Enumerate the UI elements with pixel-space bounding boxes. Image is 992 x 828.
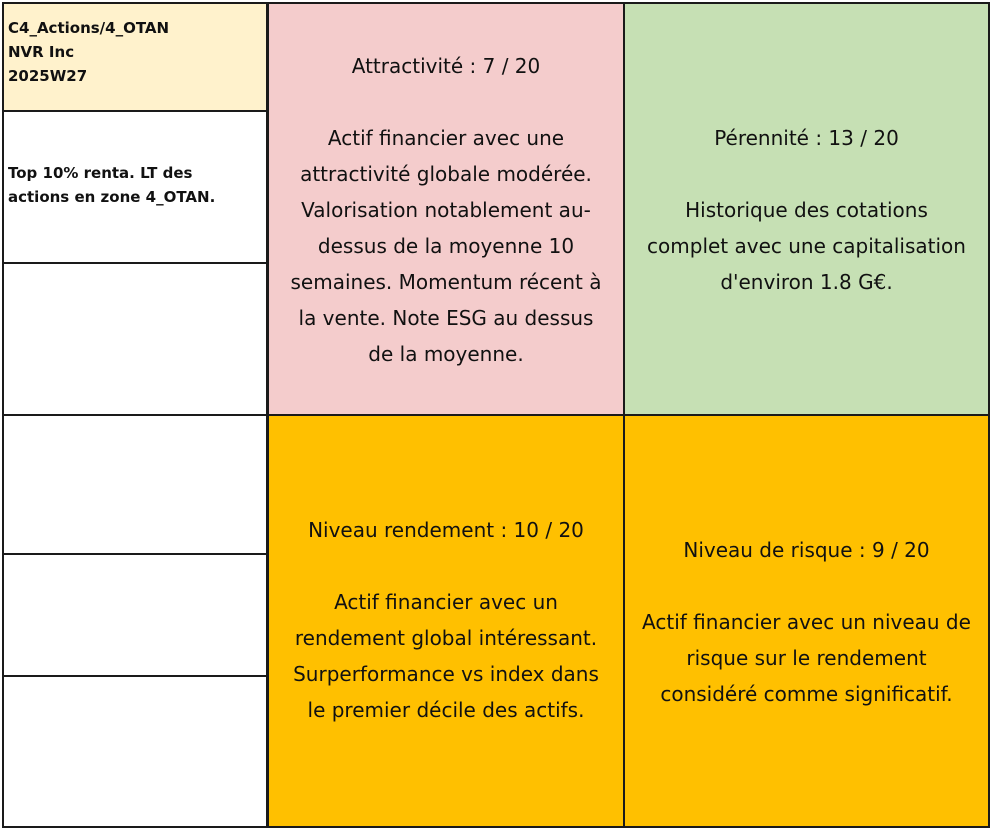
- week-label: 2025W27: [8, 67, 88, 85]
- description-line-2: actions en zone 4_OTAN.: [8, 188, 216, 206]
- empty-cell-2: [2, 414, 268, 555]
- risque-line: risque sur le rendement: [686, 646, 927, 670]
- header-cell: [2, 2, 268, 112]
- attractivite-title: Attractivité : 7 / 20: [351, 54, 541, 78]
- risque-line: considéré comme significatif.: [660, 682, 953, 706]
- attractivite-line: de la moyenne.: [368, 342, 524, 366]
- description-cell: [2, 110, 268, 264]
- rendement-line: le premier décile des actifs.: [307, 698, 585, 722]
- attractivite-line: semaines. Momentum récent à: [290, 270, 602, 294]
- attractivite-line: dessus de la moyenne 10: [317, 234, 575, 258]
- risque-title: Niveau de risque : 9 / 20: [683, 538, 930, 562]
- category-label: C4_Actions/4_OTAN: [8, 19, 170, 37]
- empty-cell-3: [2, 553, 268, 677]
- risque-line: Actif financier avec un niveau de: [642, 610, 971, 634]
- rendement-line: Surperformance vs index dans: [293, 662, 599, 686]
- rendement-line: Actif financier avec un: [334, 590, 558, 614]
- perennite-title: Pérennité : 13 / 20: [714, 126, 899, 150]
- rendement-title: Niveau rendement : 10 / 20: [308, 518, 584, 542]
- perennite-cell: [623, 2, 990, 416]
- perennite-line: Historique des cotations: [685, 198, 928, 222]
- attractivite-cell: [267, 2, 625, 416]
- empty-cell-4: [2, 675, 268, 828]
- attractivite-line: Actif financier avec une: [327, 126, 565, 150]
- perennite-line: d'environ 1.8 G€.: [720, 270, 893, 294]
- attractivite-line: attractivité globale modérée.: [300, 162, 592, 186]
- rendement-line: rendement global intéressant.: [294, 626, 598, 650]
- risque-cell: [623, 414, 990, 828]
- rendement-cell: [267, 414, 625, 828]
- perennite-line: complet avec une capitalisation: [647, 234, 966, 258]
- attractivite-line: la vente. Note ESG au dessus: [298, 306, 594, 330]
- attractivite-line: Valorisation notablement au-: [301, 198, 591, 222]
- company-name: NVR Inc: [8, 43, 75, 61]
- empty-cell-1: [2, 262, 268, 416]
- description-line-1: Top 10% renta. LT des: [8, 164, 193, 182]
